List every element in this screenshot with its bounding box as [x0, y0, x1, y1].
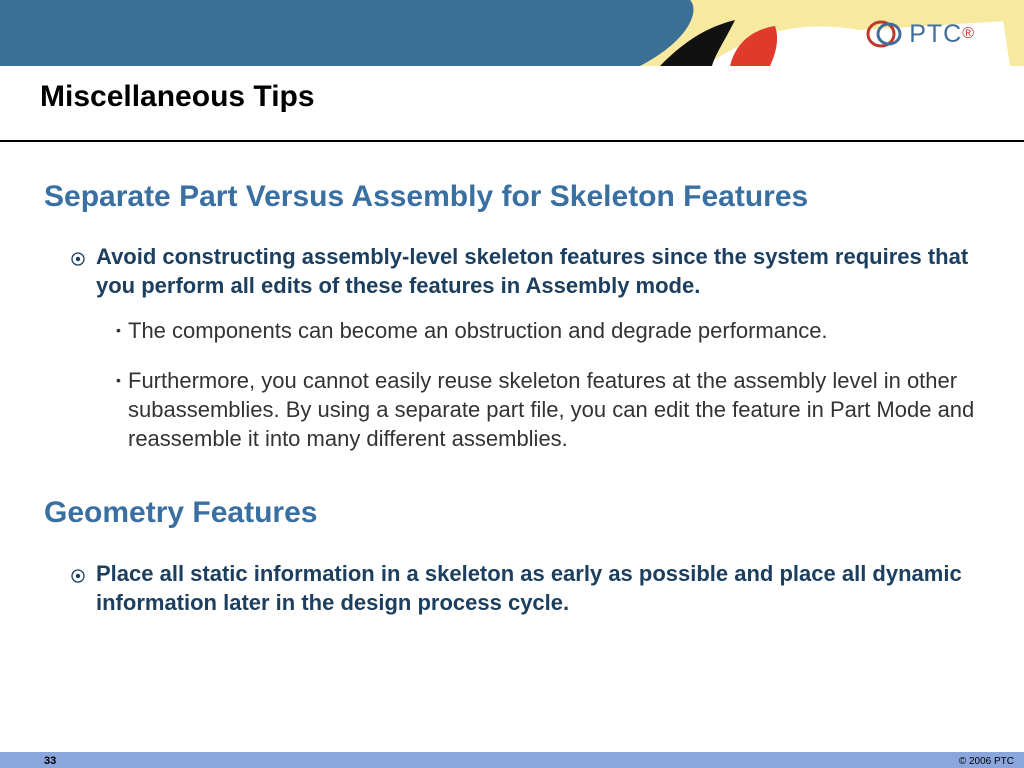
footer-bar — [0, 752, 1024, 768]
ptc-logo-text: PTC — [909, 19, 963, 48]
ptc-logo — [865, 16, 974, 52]
circle-dot-bullet-icon — [70, 251, 86, 267]
sub-bullet-dot-icon: • — [116, 372, 121, 388]
subbullet-text: The components can become an obstruction and degrade performance. — [128, 318, 828, 343]
subbullet-text: Furthermore, you cannot easily reuse skeleton features at the assembly level in other subassemblies. By using a separate part file, you can edit the feature in Part Mode and reassemble it into many different assemblies. — [128, 368, 975, 451]
bullet-static-information: Place all static information in a skeleton as early as possible and place all dynamic information later in the design process cycle. — [96, 561, 962, 615]
registered-mark: ® — [962, 25, 974, 42]
circle-dot-bullet-icon — [70, 568, 86, 584]
title-divider — [0, 140, 1024, 142]
section-heading-geometry: Geometry Features — [44, 496, 318, 529]
section-heading-skeleton: Separate Part Versus Assembly for Skeleton Features — [44, 180, 809, 213]
copyright-notice: © 2006 PTC — [958, 756, 1014, 767]
header-banner — [0, 0, 1024, 66]
ptc-swirl-icon — [865, 17, 905, 51]
slide-title: Miscellaneous Tips — [40, 80, 315, 113]
bullet-avoid-assembly-skeleton: Avoid constructing assembly-level skeleton features since the system requires that you perform all edits of these features in Assembly mode. — [96, 244, 969, 298]
subbullet-reuse — [116, 366, 996, 453]
page-number: 33 — [44, 755, 57, 767]
subbullet-obstruction — [116, 316, 996, 345]
sub-bullet-dot-icon: • — [116, 322, 121, 338]
